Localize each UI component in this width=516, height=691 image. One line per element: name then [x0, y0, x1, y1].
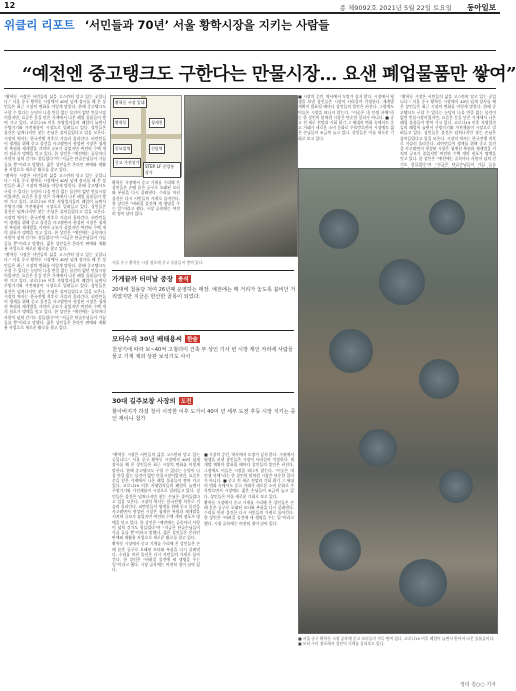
- sidebar-badge: 한술: [187, 337, 198, 343]
- map-title: 황학동 시장 일대: [113, 98, 147, 108]
- sidebar-badge: 충석: [178, 277, 189, 283]
- map-label: STEP. LF 중앙통 상가: [143, 162, 181, 178]
- sidebar-heading: [112, 274, 191, 284]
- byline: 정리 김○○ 기자: [459, 682, 496, 688]
- section-subtitle: ‘서민들과 70년’ 서울 황학시장을 지키는 사람들: [84, 18, 330, 32]
- sidebar-title: 모터수리 30년 배태용씨: [112, 335, 183, 343]
- article-column-bottom-left: [112, 452, 200, 684]
- map-label: 황학동: [113, 118, 129, 128]
- newspaper-brand: 동아일보: [467, 3, 496, 12]
- sidebar-heading: [112, 334, 200, 344]
- photo-caption: 서울 중구 황학동 시장 점포에 중고 물품들이 쌓여 있다.: [112, 260, 204, 265]
- body-text: “황학동 시장은 서민들의 삶을 고스란히 담고 있는 곳입니다.” 서울 중구 황학동 시장에서 40년 넘게 장사를 해 온 상인들은 최근 시장의 변화를 이렇게 말한다. 한때 중고탱크도 구할 수 있다는 농담이 나올 만큼 없는 물건이 없던 만물시장이었지만, 요즘은 문을 닫은 가게에서 나온 폐업 물품들이 쌓여 가고 있다. 코로나19 이후 자영업자들의 폐업이 늘면서 주방기기와 가전제품이 시장으로 밀려들고 있다. 상인들은 물건은 넘쳐나지만 찾는 손님은 줄어들었다고 입을 모은다. 시장의 역사는 한국전쟁 직후로 거슬러 올라간다. 피란민들이 생계를 위해 중고 물건을 사고팔면서 형성된 시장은 청계천 복원과 재개발을 거치며 규모가 줄었지만 여전히 수백 개의 점포가 명맥을 잇고 있다. 한 상인은 “예전에는 골목마다 사람이 넘쳐 걷기도 힘들었다”며 “지금은 단골손님들이 가끔 들를 뿐”이라고 말했다. 젊은 상인들은 온라인 판매와 재활용 사업으로 새로운 활로를 찾고 있다.: [4, 173, 106, 251]
- body-text: 황학동 시장에서 중고 기계를 수리해 온 상인들은 손때 묻은 공구로 오래된 모터와 부품을 다시 살려낸다. 수리를 마친 물건은 다시 서민들의 가게로 돌아간다. 한 상인은 “버려질 물건에 새 생명을 주는 일”이라고 했다. 시장 골목에는 여전히 정이 남아 있다.: [204, 499, 294, 526]
- article-column-mid: [112, 180, 180, 256]
- divider: [4, 88, 496, 89]
- section-title: 위클리 리포트: [4, 18, 75, 32]
- section-heading: [4, 17, 329, 33]
- sidebar-text: 할아버지가 하셨 청사 시작한 이후 도가이 40여 년 세부 도전 후등 시장 지키는 중인 재이니 첨가: [112, 409, 296, 423]
- body-text: ■ 시장의 증인, 역사에서 도망가 싶지 않다. 시장에서 평생을 보낸 상인들은 시장이 사라질까 걱정한다. 재개발 계획이 발표될 때마다 상인들의 불안은 커진다. 그럼에도 이들은 시장을 떠나지 않는다. “이곳은 내 인생 자체”라는 한 상인의 말처럼 시장은 단순한 일터가 아니다. ■ 중고 전 새로 전망과 기회 위기 그 세대의 변화 속에서도 중고 거래가 새로운 소비 문화로 주목받으면서 시장에도 젊은 손님들이 조금씩 늘고 있다. 상인들은 이를 새로운 기회로 보고 있다.: [204, 452, 294, 499]
- body-text: “황학동 시장은 서민들의 삶을 고스란히 담고 있는 곳입니다.” 서울 중구 황학동 시장에서 40년 넘게 장사를 해 온 상인들은 최근 시장의 변화를 이렇게 말한다. 한때 중고탱크도 구할 수 있다는 농담이 나올 만큼 없는 물건이 없던 만물시장이었지만, 요즘은 문을 닫은 가게에서 나온 폐업 물품들이 쌓여 가고 있다. 코로나19 이후 자영업자들의 폐업이 늘면서 주방기기와 가전제품이 시장으로 밀려들고 있다. 상인들은 물건은 넘쳐나지만 찾는 손님은 줄어들었다고 입을 모은다. 시장의 역사는 한국전쟁 직후로 거슬러 올라간다. 피란민들이 생계를 위해 중고 물건을 사고팔면서 형성된 시장은 청계천 복원과 재개발을 거치며 규모가 줄었지만 여전히 수백 개의 점포가 명맥을 잇고 있다. 한 상인은 “예전에는 골목마다 사람이 넘쳐 걷기도 힘들었다”며 “지금은 단골손님들이 가끔 들를 뿐”이라고 말했다. 젊은 상인들은 온라인 판매와 재활용 사업으로 새로운 활로를 찾고 있다.: [4, 252, 106, 330]
- sidebar-title: 30대 길주보창 사장의: [112, 397, 176, 405]
- market-map: [110, 95, 182, 177]
- page-header: [0, 0, 500, 14]
- body-text: 황학동 시장에서 중고 기계를 수리해 온 상인들은 손때 묻은 공구로 오래된 모터와 부품을 다시 살려낸다. 수리를 마친 물건은 다시 서민들의 가게로 돌아간다. 한 상인은 “버려질 물건에 새 생명을 주는 일”이라고 했다. 시장 골목에는 여전히 정이 남아 있다.: [112, 180, 180, 217]
- sidebar-title: 가게끝까 터미날 중장: [112, 275, 174, 283]
- map-label: 청계천: [149, 118, 165, 128]
- map-label: 동묘앞역: [113, 144, 132, 154]
- body-text: ■ 시장의 증인, 역사에서 도망가 싶지 않다. 시장에서 평생을 보낸 상인들은 시장이 사라질까 걱정한다. 재개발 계획이 발표될 때마다 상인들의 불안은 커진다. 그럼에도 이들은 시장을 떠나지 않는다. “이곳은 내 인생 자체”라는 한 상인의 말처럼 시장은 단순한 일터가 아니다. ■ 중고 전 새로 전망과 기회 위기 그 세대의 변화 속에서도 중고 거래가 새로운 소비 문화로 주목받으면서 시장에도 젊은 손님들이 조금씩 늘고 있다. 상인들은 이를 새로운 기회로 보고 있다.: [298, 94, 394, 141]
- sidebar-badge: 도전: [180, 399, 192, 405]
- body-text: “황학동 시장은 서민들의 삶을 고스란히 담고 있는 곳입니다.” 서울 중구 황학동 시장에서 40년 넘게 장사를 해 온 상인들은 최근 시장의 변화를 이렇게 말한다. 한때 중고탱크도 구할 수 있다는 농담이 나올 만큼 없는 물건이 없던 만물시장이었지만, 요즘은 문을 닫은 가게에서 나온 폐업 물품들이 쌓여 가고 있다. 코로나19 이후 자영업자들의 폐업이 늘면서 주방기기와 가전제품이 시장으로 밀려들고 있다. 상인들은 물건은 넘쳐나지만 찾는 손님은 줄어들었다고 입을 모은다. 시장의 역사는 한국전쟁 직후로 거슬러 올라간다. 피란민들이 생계를 위해 중고 물건을 사고팔면서 형성된 시장은 청계천 복원과 재개발을 거치며 규모가 줄었지만 여전히 수백 개의 점포가 명맥을 잇고 있다. 한 상인은 “예전에는 골목마다 사람이 넘쳐 걷기도 힘들었다”며 “지금은 단골손님들이 가끔 들를 뿐”이라고 말했다. 젊은 상인들은 온라인 판매와 재활용 사업으로 새로운 활로를 찾고 있다.: [112, 452, 200, 541]
- sidebar-text: 천성기에 따라 보~40억 고철더미 건축 부 상인 기사 빈 시장 재인 자리에 사람들 물고 기계 제외 상관 보석기도 사사: [112, 347, 294, 361]
- divider: [112, 392, 294, 393]
- map-label: 신당역: [149, 144, 165, 154]
- page-number: 12: [4, 1, 16, 10]
- sidebar-heading: [112, 396, 193, 406]
- article-column-bottom-mid: [204, 452, 294, 684]
- body-text: “황학동 시장은 서민들의 삶을 고스란히 담고 있는 곳입니다.” 서울 중구 황학동 시장에서 40년 넘게 장사를 해 온 상인들은 최근 시장의 변화를 이렇게 말한다. 한때 중고탱크도 구할 수 있다는 농담이 나올 만큼 없는 물건이 없던 만물시장이었지만, 요즘은 문을 닫은 가게에서 나온 폐업 물품들이 쌓여 가고 있다. 코로나19 이후 자영업자들의 폐업이 늘면서 주방기기와 가전제품이 시장으로 밀려들고 있다. 상인들은 물건은 넘쳐나지만 찾는 손님은 줄어들었다고 입을 모은다. 시장의 역사는 한국전쟁 직후로 거슬러 올라간다. 피란민들이 생계를 위해 중고 물건을 사고팔면서 형성된 시장은 청계천 복원과 재개발을 거치며 규모가 줄었지만 여전히 수백 개의 점포가 명맥을 잇고 있다. 한 상인은 “예전에는 골목마다 사람이 넘쳐 걷기도 힘들었다”며 “지금은 단골손님들이 가끔 들를: [400, 94, 496, 167]
- photo-caption: ■ 서울 중구 황학동 시장 골목에 중고 모터들이 가득 쌓여 있다. 코로나19 이후 폐업이 늘면서 쏟아져 나온 물품들이다. ■ 모터 수리 점포에서 상인이 기계를 살펴보고 있다.: [298, 636, 495, 646]
- body-text: 황학동 시장에서 중고 기계를 수리해 온 상인들은 손때 묻은 공구로 오래된 모터와 부품을 다시 살려낸다. 수리를 마친 물건은 다시 서민들의 가게로 돌아간다. 한 상인은 “버려질 물건에 새 생명을 주는 일”이라고 했다. 시장 골목에는 여전히 정이 남아 있다.: [112, 541, 200, 573]
- motor-pile-photo: [298, 168, 498, 634]
- issue-info: 종 제9092호 2021년 5월 22일 토요일: [339, 4, 452, 12]
- map-label: 중고 가전상가: [113, 158, 141, 168]
- article-headline: “예전엔 중고탱크도 구한다는 만물시장… 요샌 폐업물품만 쌓여”: [22, 64, 516, 85]
- market-photo: [184, 95, 298, 257]
- divider: [112, 270, 294, 271]
- article-column-left: [4, 94, 106, 684]
- body-text: “황학동 시장은 서민들의 삶을 고스란히 담고 있는 곳입니다.” 서울 중구 황학동 시장에서 40년 넘게 장사를 해 온 상인들은 최근 시장의 변화를 이렇게 말한다. 한때 중고탱크도 구할 수 있다는 농담이 나올 만큼 없는 물건이 없던 만물시장이었지만, 요즘은 문을 닫은 가게에서 나온 폐업 물품들이 쌓여 가고 있다. 코로나19 이후 자영업자들의 폐업이 늘면서 주방기기와 가전제품이 시장으로 밀려들고 있다. 상인들은 물건은 넘쳐나지만 찾는 손님은 줄어들었다고 입을 모은다. 시장의 역사는 한국전쟁 직후로 거슬러 올라간다. 피란민들이 생계를 위해 중고 물건을 사고팔면서 형성된 시장은 청계천 복원과 재개발을 거치며 규모가 줄었지만 여전히 수백 개의 점포가 명맥을 잇고 있다. 한 상인은 “예전에는 골목마다 사람이 넘쳐 걷기도 힘들었다”며 “지금은 단골손님들이 가끔 들를 뿐”이라고 말했다. 젊은 상인들은 온라인 판매와 재활용 사업으로 새로운 활로를 찾고 있다.: [4, 94, 106, 172]
- divider: [4, 50, 496, 51]
- sidebar-text: 20대에 첨용당 처여 26년째 운영하는 매장. 예전에는 매 거리가 놓도록 붐비던 거리였지만 지금은 한산한 골목이 되었다.: [112, 287, 296, 301]
- divider: [112, 330, 294, 331]
- article-column-right-a: [298, 94, 394, 164]
- article-column-right-b: [400, 94, 496, 167]
